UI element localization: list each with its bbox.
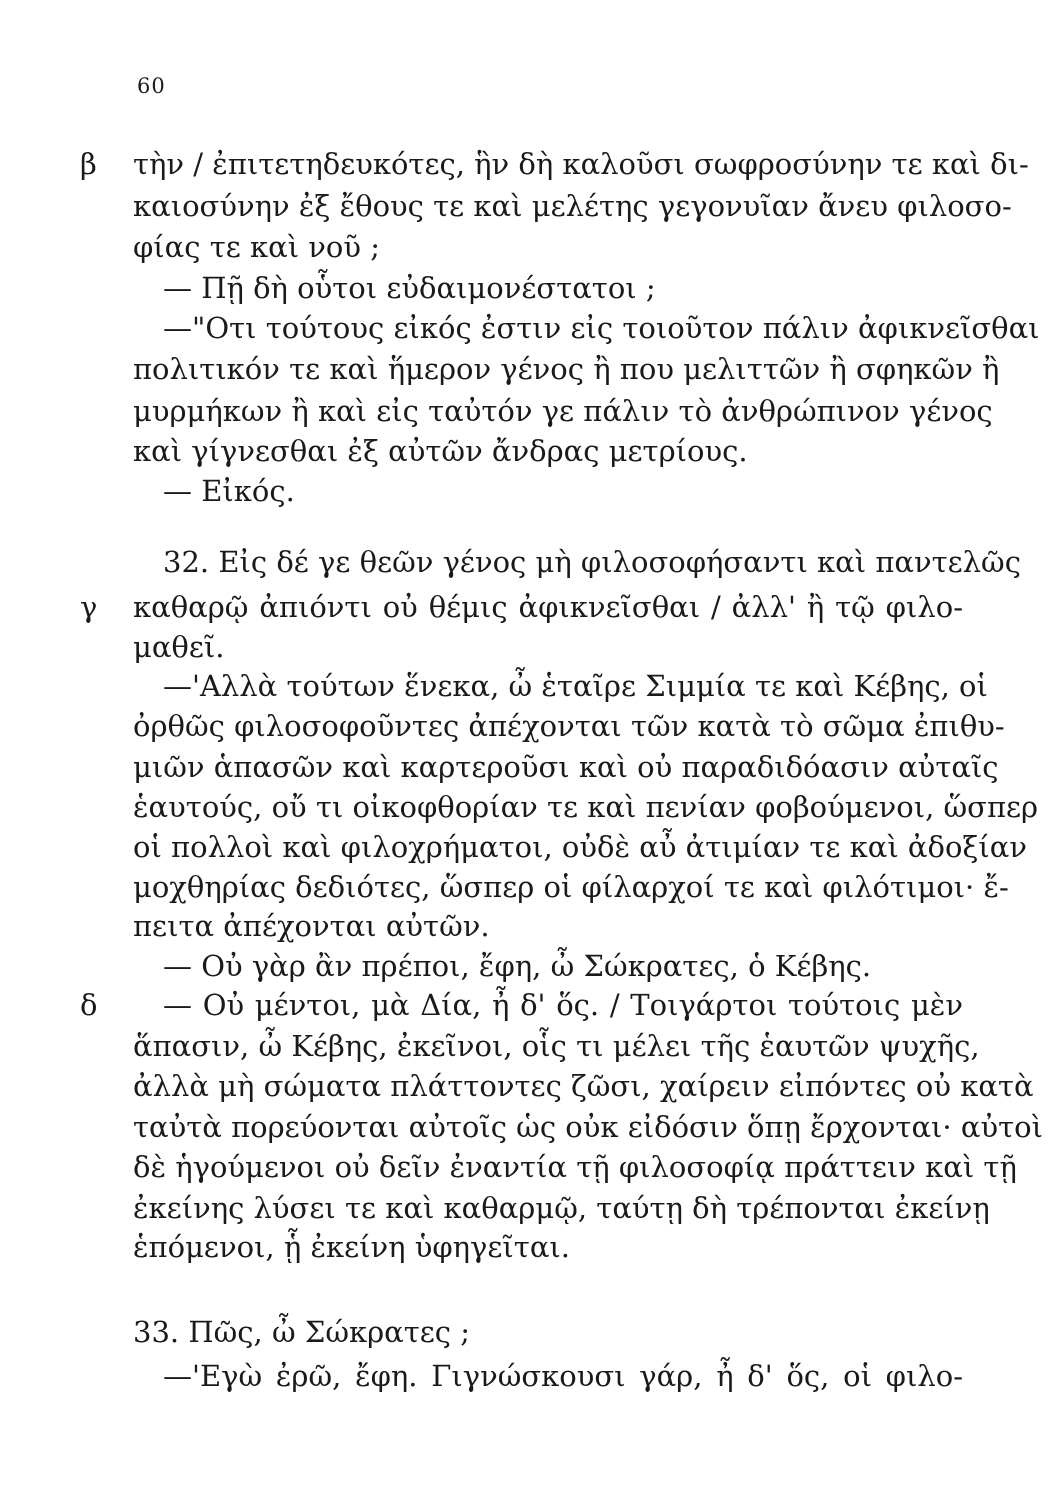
text-line: —'Αλλὰ τούτων ἕνεκα, ὦ ἑταῖρε Σιμμία τε καὶ Κέβης, οἱ	[163, 669, 988, 703]
text-line: — Πῇ δὴ οὗτοι εὐδαιμονέστατοι ;	[163, 271, 656, 305]
text-line: ὀρθῶς φιλοσοφοῦντες ἀπέχονται τῶν κατὰ τὸ σῶμα ἐπιθυ-	[133, 709, 1005, 743]
text-line: μιῶν ἁπασῶν καὶ καρτεροῦσι καὶ οὐ παραδιδόασιν αὐταῖς	[133, 750, 999, 784]
text-line: —'Εγὼ ἐρῶ, ἔφη. Γιγνώσκουσι γάρ, ἦ δ' ὅς, οἱ φιλο-	[163, 1359, 963, 1393]
text-line: —"Οτι τούτους εἰκός ἐστιν εἰς τοιοῦτον πάλιν ἀφικνεῖσθαι	[163, 311, 1040, 345]
text-line: μυρμήκων ἢ καὶ εἰς ταὐτόν γε πάλιν τὸ ἀνθρώπινον γένος	[133, 394, 993, 428]
margin-marker-beta: β	[80, 147, 97, 181]
text-line: — Οὐ μέντοι, μὰ Δία, ἦ δ' ὅς. / Τοιγάρτοι τούτοις μὲν	[163, 988, 963, 1022]
text-line: — Οὐ γὰρ ἂν πρέποι, ἔφη, ὦ Σώκρατες, ὁ Κέβης.	[163, 949, 872, 983]
margin-marker-gamma: γ	[80, 590, 98, 624]
text-line: φίας τε καὶ νοῦ ;	[133, 230, 381, 264]
text-line: 32. Εἰς δέ γε θεῶν γένος μὴ φιλοσοφήσαντι καὶ παντελῶς	[163, 545, 1021, 579]
text-line: πειτα ἀπέχονται αὐτῶν.	[133, 909, 490, 943]
text-line: ταὐτὰ πορεύονται αὐτοῖς ὡς οὐκ εἰδόσιν ὅπῃ ἔρχονται· αὐτοὶ	[133, 1110, 1043, 1144]
text-line: τὴν / ἐπιτετηδευκότες, ἣν δὴ καλοῦσι σωφροσύνην τε καὶ δι-	[133, 147, 1029, 181]
text-line: ἑπόμενοι, ᾗ ἐκείνη ὑφηγεῖται.	[133, 1230, 570, 1264]
margin-marker-delta: δ	[80, 988, 98, 1022]
text-line: ἐκείνης λύσει τε καὶ καθαρμῷ, ταύτῃ δὴ τρέπονται ἐκείνῃ	[133, 1191, 990, 1225]
text-line: καιοσύνην ἐξ ἔθους τε καὶ μελέτης γεγονυῖαν ἄνευ φιλοσο-	[133, 189, 1012, 223]
text-line: καὶ γίγνεσθαι ἐξ αὐτῶν ἄνδρας μετρίους.	[133, 434, 748, 468]
text-line: μαθεῖ.	[133, 630, 225, 664]
text-line: 33. Πῶς, ὦ Σώκρατες ;	[133, 1315, 471, 1349]
text-line: δὲ ἡγούμενοι οὐ δεῖν ἐναντία τῇ φιλοσοφίᾳ πράττειν καὶ τῇ	[133, 1150, 1017, 1184]
text-line: οἱ πολλοὶ καὶ φιλοχρήματοι, οὐδὲ αὖ ἀτιμίαν τε καὶ ἀδοξίαν	[133, 830, 1027, 864]
text-line: ἀλλὰ μὴ σώματα πλάττοντες ζῶσι, χαίρειν εἰπόντες οὐ κατὰ	[133, 1069, 1034, 1103]
page-number: 60	[137, 74, 166, 98]
text-line: μοχθηρίας δεδιότες, ὥσπερ οἱ φίλαρχοί τε καὶ φιλότιμοι· ἔ-	[133, 870, 1009, 904]
text-line: πολιτικόν τε καὶ ἥμερον γένος ἢ που μελιττῶν ἢ σφηκῶν ἢ	[133, 352, 1000, 386]
text-line: — Εἰκός.	[163, 474, 295, 508]
text-line: ἅπασιν, ὦ Κέβης, ἐκεῖνοι, οἷς τι μέλει τῆς ἑαυτῶν ψυχῆς,	[133, 1029, 980, 1063]
text-line: ἑαυτούς, οὔ τι οἰκοφθορίαν τε καὶ πενίαν φοβούμενοι, ὥσπερ	[133, 790, 1039, 824]
text-line: καθαρῷ ἀπιόντι οὐ θέμις ἀφικνεῖσθαι / ἀλλ' ἢ τῷ φιλο-	[133, 590, 963, 624]
